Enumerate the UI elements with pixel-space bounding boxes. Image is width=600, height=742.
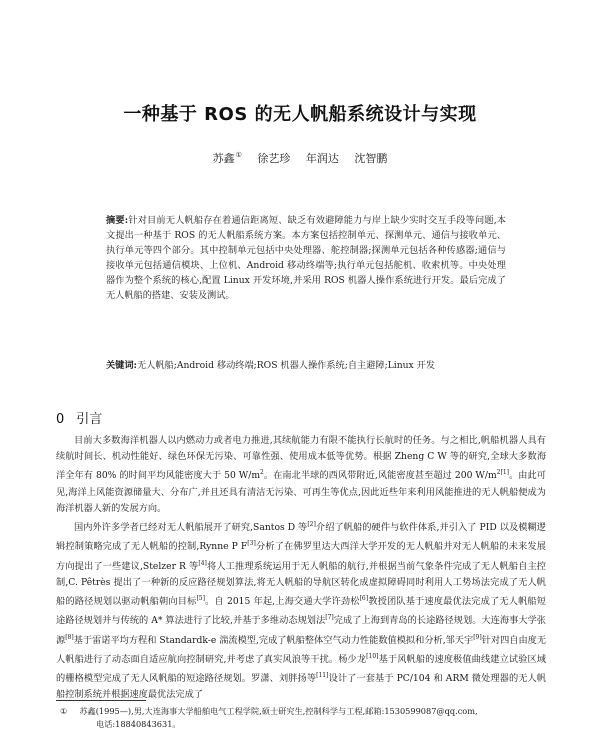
section-number: 0 — [56, 412, 65, 427]
footnote — [60, 705, 550, 731]
section-heading — [56, 408, 102, 427]
paragraph: 国内外许多学者已经对无人帆船展开了研究,Santos D 等[2]介绍了帆船的硬件与软件体系,并引入了 PID 以及模糊逻辑控制策略完成了无人帆船的控制,Rynne P F[3]分析了在佛罗里达大西洋大学开发的无人帆船并对无人帆船的未来发展方向提出了一些建议,Stelzer R 等[4]将人工推理系统运用于无人帆船的航行,并根据当前气象条件完成了无人帆船自主控制,C. Pêtrès 提出了一种新的反应路径规划算法,将无人帆船的导航区转化成虚拟障碍同时利用人工势场法完成了无人帆船的路径规划以驱动帆船朝向目标[5]。自 2015 年起,上海交通大学许劲松[6]教授团队基于速度最优法完成了无人帆船短途路径规划并与传统的 A* 算法进行了比较,并基于多维动态规划法[7]完成了上海到青岛的长途路径规划。大连海事大学张源[8]基于雷诺平均方程和 Standardk-e 湍流模型,完成了帆船整体空气动力性能数值模拟和分析,邹天宇[9]针对四自由度无人帆船进行了动态面自适应航向控制研究,并考虑了真实风浪等干扰。杨少龙[10]基于风帆船的速度极值曲线建立试验区域的栅格模型完成了无人风帆船的短途路径规划。罗潇、刘胖扬等[11]设计了一套基于 PC/104 和 ARM 微处理器的无人帆船控制系统并根据速度最优法完成了 — [56, 521, 547, 701]
footnote-divider — [56, 700, 146, 701]
body-text — [56, 433, 546, 704]
author: 苏鑫① — [212, 151, 242, 165]
footnote-line: 苏鑫(1995—),男,大连海事大学船舶电气工程学院,硕士研究生,控制科学与工程,邮箱:1530599087@qq.com, — [79, 706, 478, 716]
section-title: 引言 — [76, 412, 103, 427]
author: 沈智鹏 — [354, 152, 388, 165]
paragraph: 目前大多数海洋机器人以内燃动力或者电力推进,其续航能力有限不能执行长航时的任务。与之相比,帆船机器人具有续航时间长、机动性能好、绿色环保无污染、可靠性强、使用成本低等优势。根据 Zheng C W 等的研究,全球大多数海洋全年有 80% 的时间平均风能密度大于 50 $W/m^2$。在南北半球的西风带附近,风能密度甚至超过 200 $W/m^{2[1]}$。由此可见,海洋上风能资源储量大、分布广,并且还具有清洁无污染、可再生等优点,因此近些年来利用风能推进的无人帆船便成为海洋机器人新的发展方向。 — [56, 435, 546, 514]
keywords — [106, 359, 506, 373]
abstract-label: 摘要: — [106, 215, 129, 226]
keywords-text: 无人帆船;Android 移动终端;ROS 机器人操作系统;自主避障;Linux 开发 — [136, 360, 436, 371]
footnote-line: 电话:18840843631。 — [96, 719, 181, 729]
abstract — [106, 213, 506, 303]
paper-title: 一种基于 ROS 的无人帆船系统设计与实现 — [123, 104, 477, 125]
abstract-text: 针对目前无人帆船存在着通信距离短、缺乏有效避障能力与岸上缺少实时交互手段等问题,本文提出一种基于 ROS 的无人帆船系统方案。本方案包括控制单元、探测单元、通信与接收单元、执行单元等四个部分。其中控制单元包括中央处理器、舵控制器;探测单元包括各种传感器;通信与接收单元包括通信模块、上位机、Android 移动终端等;执行单元包括舵机、收索机等。中央处理器作为整个系统的核心,配置 Linux 开发环境,并采用 ROS 机器人操作系统进行开发。最后完成了无人帆船的搭建、安装及测试。 — [106, 215, 506, 301]
footnote-mark: ① — [60, 706, 68, 716]
author: 徐艺珍 — [257, 152, 291, 165]
author: 年润达 — [305, 152, 339, 165]
keywords-label: 关键词: — [106, 360, 137, 371]
author-list — [0, 150, 600, 166]
